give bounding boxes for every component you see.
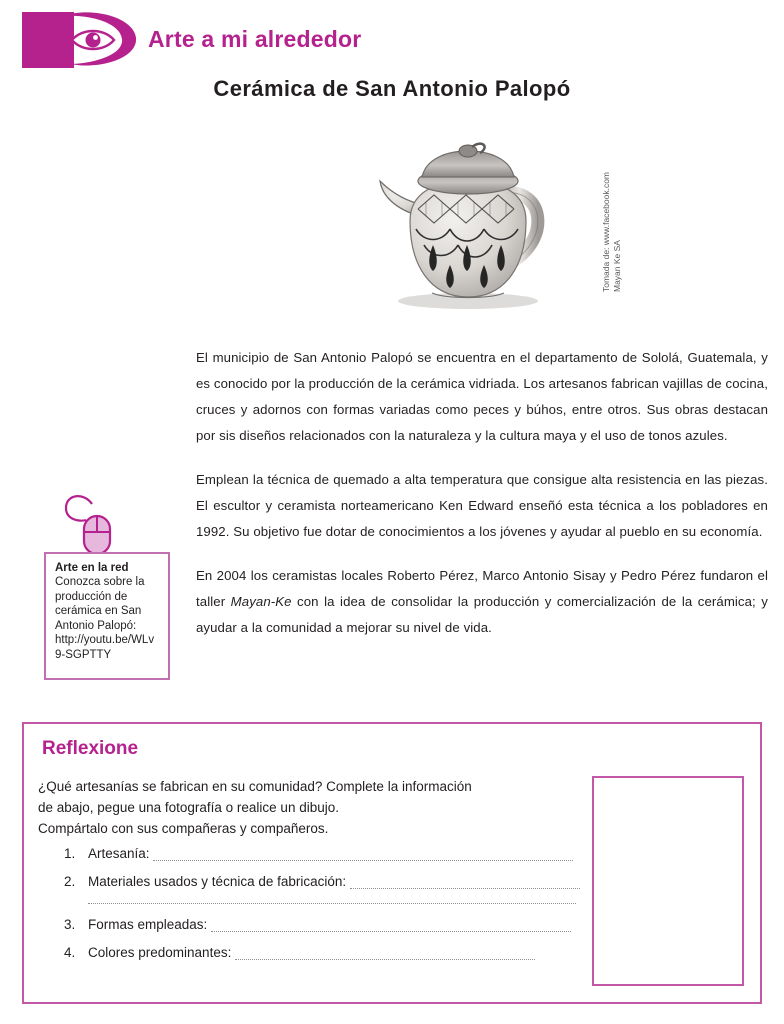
side-box-text: Conozca sobre la producción de cerámica en San Antonio Palopó: http://youtu.be/WLv9-SGPTTY bbox=[55, 576, 155, 661]
reflexione-instructions bbox=[38, 776, 568, 839]
answer-line[interactable] bbox=[153, 848, 573, 861]
photo-credit-line-2: Mayan Ke SA bbox=[612, 240, 622, 292]
page-header bbox=[0, 10, 784, 72]
reflexione-panel bbox=[22, 722, 762, 1004]
arte-en-la-red-box bbox=[44, 552, 170, 680]
item-number: 3. bbox=[64, 917, 76, 932]
section-title: Arte a mi alrededor bbox=[148, 26, 362, 52]
item-label: Materiales usados y técnica de fabricación: bbox=[88, 874, 347, 889]
article-body bbox=[196, 345, 768, 641]
paragraph-1: El municipio de San Antonio Palopó se encuentra en el departamento de Sololá, Guatemala, y es conocido por la producción de la cerámica vidriada. Los artesanos fabrican vajillas de cocina, cruces y adornos con formas variadas como peces y búhos, entre otros. Sus obras destacan por sis diseños relacionados con la naturaleza y la cultura maya y el uso de tonos azules. bbox=[196, 350, 768, 443]
item-label: Formas empleadas: bbox=[88, 917, 208, 932]
paragraph-2: Emplean la técnica de quemado a alta temperatura que consigue alta resistencia en las piezas. El escultor y ceramista norteamericano Ken Edward enseñó esta técnica a los pobladores en 1992. Su objetivo fue dotar de conocimientos a los jóvenes y ayudar al pueblo en su economía. bbox=[196, 472, 768, 539]
item-label: Colores predominantes: bbox=[88, 945, 232, 960]
item-number: 2. bbox=[64, 874, 76, 889]
instruction-line-2: de abajo, pegue una fotografía o realice un dibujo. bbox=[38, 800, 339, 815]
paragraph-3 bbox=[196, 563, 768, 641]
item-number: 1. bbox=[64, 846, 76, 861]
answer-line-continued[interactable] bbox=[88, 889, 576, 904]
instruction-line-1: ¿Qué artesanías se fabrican en su comunidad? Complete la información bbox=[38, 779, 472, 794]
list-item bbox=[64, 846, 584, 861]
item-label: Artesanía: bbox=[88, 846, 150, 861]
page-title: Cerámica de San Antonio Palopó bbox=[213, 76, 571, 101]
side-box-title: Arte en la red bbox=[55, 562, 129, 574]
list-item bbox=[64, 917, 584, 932]
list-item bbox=[64, 874, 584, 904]
list-item bbox=[64, 945, 584, 960]
photo-credit bbox=[592, 132, 622, 302]
answer-line[interactable] bbox=[350, 876, 580, 889]
workshop-name: Mayan-Ke bbox=[230, 594, 292, 609]
paragraph-3-part-1: En 2004 los ceramistas locales Roberto Pérez, Marco Antonio Sisay y Pedro Pérez fundaron el taller bbox=[196, 568, 768, 609]
photo-drawing-placeholder[interactable] bbox=[592, 776, 744, 986]
reflexione-question-list bbox=[64, 846, 584, 973]
ceramic-teapot-photo bbox=[360, 125, 580, 315]
paragraph-3-part-2: con la idea de consolidar la producción y comercialización de la cerámica; y ayudar a la comunidad a mejorar su nivel de vida. bbox=[196, 594, 768, 635]
eye-icon bbox=[60, 12, 140, 68]
answer-line[interactable] bbox=[211, 919, 571, 932]
reflexione-title: Reflexione bbox=[42, 738, 139, 759]
photo-credit-line-1: Tomada de: www.facebook.com bbox=[601, 171, 611, 292]
instruction-line-3: Compártalo con sus compañeras y compañeros. bbox=[38, 821, 329, 836]
mouse-icon bbox=[62, 494, 122, 556]
answer-line[interactable] bbox=[235, 947, 535, 960]
item-number: 4. bbox=[64, 945, 76, 960]
